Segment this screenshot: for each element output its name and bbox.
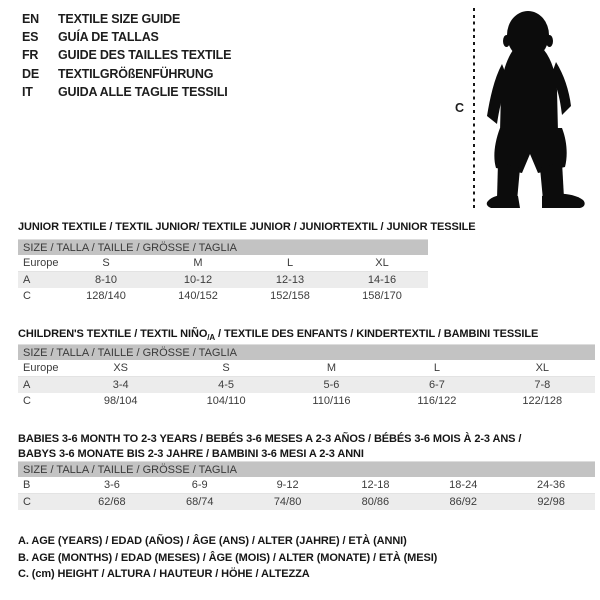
row-label: B [23, 479, 31, 491]
table-cell: 116/122 [417, 395, 457, 407]
table-cell: 9-12 [276, 479, 299, 491]
table-cell: L [433, 362, 440, 374]
table-cell: S [222, 362, 230, 374]
babies-title-line2: BABYS 3-6 MONATE BIS 2-3 JAHRE / BAMBINI 3-6 MESI A 2-3 ANNI [18, 448, 364, 461]
row-label: Europe [23, 257, 59, 269]
language-code: FR [22, 48, 39, 63]
table-cell: 68/74 [185, 496, 214, 508]
language-label: GUIDE DES TAILLES TEXTILE [58, 48, 232, 63]
language-label: TEXTILGRÖßENFÜHRUNG [58, 66, 214, 81]
language-label: GUIDA ALLE TAGLIE TESSILI [58, 84, 228, 99]
table-cell: 4-5 [218, 379, 235, 391]
row-label: C [23, 395, 31, 407]
table-row [18, 393, 595, 410]
table-row [18, 477, 595, 494]
babies-section-title [18, 432, 521, 462]
language-row-de [22, 65, 231, 83]
language-code: IT [22, 84, 33, 99]
babies-size-table [18, 461, 595, 510]
table-cell: 12-18 [361, 479, 390, 491]
table-cell: 3-4 [112, 379, 129, 391]
table-cell: 74/80 [273, 496, 302, 508]
table-cell: 98/104 [103, 395, 138, 407]
language-row-fr [22, 46, 231, 64]
junior-size-table [18, 239, 428, 305]
language-code: DE [22, 66, 39, 81]
babies-title-line1: BABIES 3-6 MONTH TO 2-3 YEARS / BEBÉS 3-6 MESES A 2-3 AÑOS / BÉBÉS 3-6 MOIS À 2-3 ANS / [18, 433, 522, 446]
table-cell: 10-12 [183, 274, 213, 286]
language-row-en [22, 10, 231, 28]
size-header-bar: SIZE / TALLA / TAILLE / GRÖSSE / TAGLIA [18, 461, 595, 477]
table-cell: L [286, 257, 294, 269]
table-cell: M [193, 257, 203, 269]
size-header-bar: SIZE / TALLA / TAILLE / GRÖSSE / TAGLIA [18, 239, 428, 255]
row-label: A [23, 274, 31, 286]
table-cell: 14-16 [367, 274, 397, 286]
table-cell: 5-6 [323, 379, 340, 391]
children-title-text-cont: / TEXTILE DES ENFANTS / KINDERTEXTIL / BAMBINI TESSILE [215, 328, 539, 341]
language-label: GUÍA DE TALLAS [58, 30, 159, 45]
junior-title-text: JUNIOR TEXTILE / TEXTIL JUNIOR/ TEXTILE JUNIOR / JUNIORTEXTIL / JUNIOR TESSILE [18, 221, 476, 234]
children-title-subscript: /A [207, 333, 216, 343]
table-cell: 152/158 [270, 290, 310, 302]
language-guide [22, 10, 231, 101]
size-header-bar: SIZE / TALLA / TAILLE / GRÖSSE / TAGLIA [18, 344, 595, 360]
junior-section-title [18, 220, 476, 235]
table-cell: 6-7 [428, 379, 445, 391]
table-cell: 86/92 [449, 496, 477, 508]
language-row-it [22, 83, 231, 101]
language-label: TEXTILE SIZE GUIDE [58, 12, 181, 26]
children-size-table [18, 344, 595, 410]
children-title-text: CHILDREN'S TEXTILE / TEXTIL NIÑO [18, 328, 208, 341]
legend-line-b: B. AGE (MONTHS) / EDAD (MESES) / ÂGE (MOIS) / ALTER (MONATE) / ETÀ (MESI) [18, 551, 438, 564]
table-row [18, 377, 595, 393]
table-row [18, 360, 595, 377]
table-cell: 8-10 [94, 274, 118, 286]
row-label: Europe [23, 362, 59, 374]
table-cell: 18-24 [449, 479, 478, 491]
table-cell: M [326, 362, 337, 374]
row-label: C [23, 290, 31, 302]
table-cell: S [102, 257, 110, 269]
table-row [18, 255, 428, 272]
table-cell: XS [113, 362, 129, 374]
table-cell: 7-8 [534, 379, 551, 391]
children-section-title [18, 327, 538, 345]
table-cell: XL [535, 362, 550, 374]
table-cell: 6-9 [191, 479, 208, 491]
table-cell: 104/110 [206, 395, 246, 407]
table-row [18, 494, 595, 510]
table-cell: 158/170 [362, 290, 402, 302]
table-cell: 24-36 [537, 479, 566, 491]
language-row-es [22, 28, 231, 46]
table-row [18, 288, 428, 305]
table-cell: 62/68 [98, 496, 126, 508]
height-marker-label: C [455, 101, 465, 115]
table-cell: 128/140 [86, 290, 126, 302]
table-cell: 122/128 [522, 395, 563, 407]
row-label: A [23, 379, 31, 391]
language-code: EN [22, 12, 39, 26]
table-cell: 12-13 [275, 274, 305, 286]
measurement-legend [18, 533, 437, 583]
height-dotted-line [473, 8, 475, 208]
baby-silhouette-image [484, 4, 594, 212]
row-label: C [23, 496, 31, 508]
language-code: ES [22, 30, 39, 45]
table-cell: 80/86 [361, 496, 390, 508]
table-cell: 92/98 [537, 496, 565, 508]
legend-line-a: A. AGE (YEARS) / EDAD (AÑOS) / ÂGE (ANS) / ALTER (JAHRE) / ETÀ (ANNI) [18, 535, 407, 547]
table-cell: XL [375, 257, 389, 269]
legend-line-c: C. (cm) HEIGHT / ALTURA / HAUTEUR / HÖHE / ALTEZZA [18, 568, 310, 581]
table-row [18, 272, 428, 288]
table-cell: 110/116 [312, 395, 351, 407]
table-cell: 3-6 [103, 479, 120, 491]
table-cell: 140/152 [178, 290, 218, 302]
